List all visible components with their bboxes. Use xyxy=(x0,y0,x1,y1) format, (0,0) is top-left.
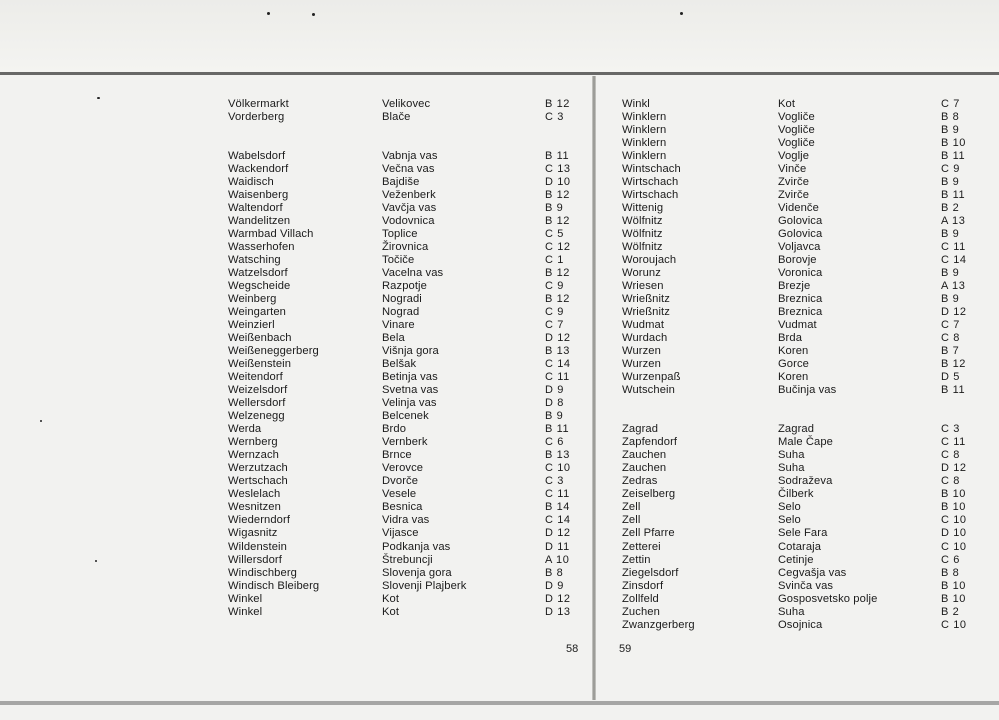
index-entry: Wurdach xyxy=(622,332,668,345)
index-entry: C 10 xyxy=(941,618,967,631)
index-entry: Vijasce xyxy=(382,527,419,540)
index-entry: Winklern xyxy=(622,111,667,124)
grid-codes-column xyxy=(545,98,571,619)
index-entry: D 12 xyxy=(545,527,571,540)
index-entry: Warmbad Villach xyxy=(228,228,314,241)
index-entry: Voljavca xyxy=(778,241,821,254)
section-gap xyxy=(382,124,466,150)
index-entry: B 11 xyxy=(941,384,966,397)
index-entry: Vavčja vas xyxy=(382,202,437,215)
index-entry: B 11 xyxy=(545,150,570,163)
index-entry: C 9 xyxy=(545,306,564,319)
index-entry: C 10 xyxy=(941,514,967,527)
index-entry: C 13 xyxy=(545,163,571,176)
index-entry: Worunz xyxy=(622,267,661,280)
bottom-rule xyxy=(0,701,999,705)
scan-speck xyxy=(680,12,683,15)
index-entry: D 12 xyxy=(545,332,571,345)
index-entry: Brda xyxy=(778,332,803,345)
index-entry: Slovenji Plajberk xyxy=(382,579,467,592)
index-entry: Wölfnitz xyxy=(622,241,663,254)
top-rule xyxy=(0,72,999,75)
scan-speck xyxy=(97,97,100,99)
index-entry: B 9 xyxy=(545,410,564,423)
index-entry: Nogradi xyxy=(382,293,422,306)
index-entry: Winkel xyxy=(228,605,263,618)
index-entry: C 7 xyxy=(545,319,564,332)
index-entry: Zuchen xyxy=(622,605,660,618)
page-number: 58 xyxy=(566,643,579,655)
index-entry: B 9 xyxy=(941,176,960,189)
index-entry: Wiederndorf xyxy=(228,514,291,527)
index-entry: Wabelsdorf xyxy=(228,150,286,163)
index-entry: Videnče xyxy=(778,202,819,215)
index-entry: D 10 xyxy=(941,527,967,540)
index-entry: B 14 xyxy=(545,501,571,514)
index-entry: C 11 xyxy=(545,371,570,384)
index-entry: B 13 xyxy=(545,345,571,358)
index-entry: Točiče xyxy=(382,254,415,267)
section-gap xyxy=(778,397,877,423)
index-entry: Koren xyxy=(778,371,809,384)
right-page xyxy=(596,76,999,696)
index-entry: A 13 xyxy=(941,280,966,293)
index-entry: Zvirče xyxy=(778,176,810,189)
index-entry: Weinzierl xyxy=(228,319,275,332)
index-entry: Wintschach xyxy=(622,163,681,176)
index-entry: Bela xyxy=(382,332,405,345)
index-entry: B 10 xyxy=(941,579,967,592)
index-entry: Cegvašja vas xyxy=(778,566,847,579)
index-entry: C 7 xyxy=(941,98,960,110)
index-entry: Zell xyxy=(622,514,641,527)
index-entry: Weingarten xyxy=(228,306,287,319)
index-entry: Wasserhofen xyxy=(228,241,295,254)
index-entry: Večna vas xyxy=(382,163,435,176)
index-entry: Wurzen xyxy=(622,358,661,371)
index-entry: Verovce xyxy=(382,462,424,475)
index-entry: Windischberg xyxy=(228,566,297,579)
index-entry: Zvirče xyxy=(778,189,810,202)
index-entry: B 10 xyxy=(941,501,967,514)
index-entry: Waidisch xyxy=(228,176,274,189)
index-entry: C 9 xyxy=(941,163,960,176)
index-entry: Vogliče xyxy=(778,111,815,124)
index-entry: Zauchen xyxy=(622,462,667,475)
german-names-column xyxy=(228,98,319,619)
index-entry: Ziegelsdorf xyxy=(622,566,679,579)
index-entry: Selo xyxy=(778,514,801,527)
index-entry: Wigasnitz xyxy=(228,527,278,540)
index-entry: Koren xyxy=(778,345,809,358)
index-entry: Zedras xyxy=(622,475,658,488)
index-entry: Wertschach xyxy=(228,475,288,488)
index-entry: B 10 xyxy=(941,488,967,501)
index-entry: Vogliče xyxy=(778,124,815,137)
index-entry: Dvorče xyxy=(382,475,419,488)
scan-speck xyxy=(40,420,42,422)
index-entry: D 12 xyxy=(941,306,967,319)
index-entry: Winklern xyxy=(622,124,667,137)
index-entry: Vudmat xyxy=(778,319,817,332)
index-entry: B 9 xyxy=(941,293,960,306)
index-entry: Völkermarkt xyxy=(228,98,289,110)
index-entry: C 6 xyxy=(545,436,564,449)
index-entry: Voglje xyxy=(778,150,810,163)
index-entry: C 11 xyxy=(545,488,570,501)
index-entry: C 7 xyxy=(941,319,960,332)
index-entry: C 6 xyxy=(941,553,960,566)
index-entry: Willersdorf xyxy=(228,553,282,566)
index-entry: B 9 xyxy=(941,267,960,280)
index-entry: Vogliče xyxy=(778,137,815,150)
index-entry: Brdo xyxy=(382,423,407,436)
index-entry: Štrebuncji xyxy=(382,553,433,566)
index-entry: Golovica xyxy=(778,215,823,228)
index-entry: B 10 xyxy=(941,137,967,150)
index-entry: Vorderberg xyxy=(228,111,285,124)
index-entry: C 14 xyxy=(545,358,571,371)
index-entry: Wernzach xyxy=(228,449,279,462)
index-entry: Borovje xyxy=(778,254,817,267)
index-entry: Zagrad xyxy=(622,423,659,436)
index-entry: Zell Pfarre xyxy=(622,527,675,540)
index-entry: B 13 xyxy=(545,449,571,462)
index-entry: C 14 xyxy=(941,254,967,267)
index-entry: B 10 xyxy=(941,592,967,605)
index-entry: B 12 xyxy=(941,358,967,371)
index-entry: Weslelach xyxy=(228,488,281,501)
index-entry: Nograd xyxy=(382,306,420,319)
index-entry: Podkanja vas xyxy=(382,540,451,553)
index-entry: Kot xyxy=(382,605,400,618)
index-entry: Blače xyxy=(382,111,411,124)
index-entry: Cotaraja xyxy=(778,540,822,553)
index-entry: Bajdiše xyxy=(382,176,420,189)
index-entry: Voronica xyxy=(778,267,823,280)
index-entry: Brnce xyxy=(382,449,412,462)
left-page xyxy=(0,76,592,696)
index-entry: B 12 xyxy=(545,293,571,306)
index-entry: D 8 xyxy=(545,397,564,410)
section-gap xyxy=(941,397,967,423)
scan-top-margin xyxy=(0,0,999,72)
index-entry: Betinja vas xyxy=(382,371,438,384)
index-entry: Vodovnica xyxy=(382,215,435,228)
index-entry: B 11 xyxy=(941,189,966,202)
index-entry: B 9 xyxy=(941,228,960,241)
index-entry: Wesnitzen xyxy=(228,501,281,514)
index-entry: Wackendorf xyxy=(228,163,289,176)
index-entry: C 10 xyxy=(941,540,967,553)
index-entry: Wölfnitz xyxy=(622,228,663,241)
index-entry: Belcenek xyxy=(382,410,429,423)
index-entry: Sodraževa xyxy=(778,475,833,488)
index-entry: Vidra vas xyxy=(382,514,430,527)
index-entry: Windisch Bleiberg xyxy=(228,579,320,592)
index-entry: Vinče xyxy=(778,163,807,176)
index-entry: C 3 xyxy=(545,111,564,124)
index-entry: Wrießnitz xyxy=(622,293,670,306)
index-entry: Zettin xyxy=(622,553,651,566)
index-entry: Werda xyxy=(228,423,262,436)
index-entry: C 12 xyxy=(545,241,571,254)
index-entry: B 7 xyxy=(941,345,960,358)
index-entry: D 5 xyxy=(941,371,960,384)
index-entry: Werzutzach xyxy=(228,462,288,475)
index-entry: Kot xyxy=(778,98,796,110)
index-entry: B 12 xyxy=(545,98,571,110)
index-entry: Zapfendorf xyxy=(622,436,678,449)
index-entry: D 13 xyxy=(545,605,571,618)
index-entry: Wellersdorf xyxy=(228,397,286,410)
index-entry: Winklern xyxy=(622,150,667,163)
index-entry: B 9 xyxy=(545,202,564,215)
index-entry: Weißenbach xyxy=(228,332,292,345)
index-entry: Wölfnitz xyxy=(622,215,663,228)
index-entry: B 12 xyxy=(545,189,571,202)
index-entry: Gorce xyxy=(778,358,809,371)
section-gap xyxy=(545,124,571,150)
index-entry: Zwanzgerberg xyxy=(622,618,695,631)
index-entry: Wandelitzen xyxy=(228,215,291,228)
index-entry: Watsching xyxy=(228,254,281,267)
index-entry: Zell xyxy=(622,501,641,514)
index-entry: Selo xyxy=(778,501,801,514)
index-entry: A 13 xyxy=(941,215,966,228)
index-entry: D 10 xyxy=(545,176,571,189)
index-entry: B 8 xyxy=(941,111,960,124)
index-entry: Wirtschach xyxy=(622,176,679,189)
scan-speck xyxy=(95,560,97,562)
index-entry: Kot xyxy=(382,592,400,605)
index-entry: Weinberg xyxy=(228,293,277,306)
index-entry: Čilberk xyxy=(778,488,814,501)
index-entry: C 14 xyxy=(545,514,571,527)
index-entry: Zagrad xyxy=(778,423,815,436)
index-entry: C 8 xyxy=(941,449,960,462)
index-entry: Weißenstein xyxy=(228,358,292,371)
index-entry: Slovenja gora xyxy=(382,566,452,579)
index-entry: Svinča vas xyxy=(778,579,834,592)
index-entry: B 11 xyxy=(941,150,966,163)
index-entry: Suha xyxy=(778,605,805,618)
index-entry: Male Čape xyxy=(778,436,834,449)
index-entry: Vesele xyxy=(382,488,417,501)
index-entry: Zeiselberg xyxy=(622,488,676,501)
page-number: 59 xyxy=(619,643,632,655)
grid-codes-column xyxy=(941,98,967,632)
slovene-names-column xyxy=(778,98,877,632)
index-entry: Wrießnitz xyxy=(622,306,670,319)
index-entry: Velikovec xyxy=(382,98,431,110)
index-entry: Svetna vas xyxy=(382,384,439,397)
index-entry: Sele Fara xyxy=(778,527,828,540)
index-entry: Belšak xyxy=(382,358,417,371)
index-entry: Wirtschach xyxy=(622,189,679,202)
index-entry: Žirovnica xyxy=(382,241,429,254)
index-entry: B 9 xyxy=(941,124,960,137)
index-entry: C 1 xyxy=(545,254,564,267)
index-entry: Wutschein xyxy=(622,384,675,397)
index-entry: Višnja gora xyxy=(382,345,439,358)
index-entry: C 8 xyxy=(941,475,960,488)
index-entry: Welzenegg xyxy=(228,410,285,423)
index-entry: Toplice xyxy=(382,228,418,241)
index-entry: Zauchen xyxy=(622,449,667,462)
index-entry: Wernberg xyxy=(228,436,278,449)
index-entry: Waisenberg xyxy=(228,189,289,202)
index-entry: C 8 xyxy=(941,332,960,345)
index-entry: C 3 xyxy=(941,423,960,436)
index-entry: Wudmat xyxy=(622,319,665,332)
index-entry: C 5 xyxy=(545,228,564,241)
index-entry: B 11 xyxy=(545,423,570,436)
section-gap xyxy=(228,124,319,150)
index-entry: C 11 xyxy=(941,241,966,254)
index-entry: Brezje xyxy=(778,280,811,293)
scan-speck xyxy=(267,12,270,15)
index-entry: Vacelna vas xyxy=(382,267,444,280)
index-entry: Wegscheide xyxy=(228,280,291,293)
index-entry: Weitendorf xyxy=(228,371,283,384)
index-entry: Zinsdorf xyxy=(622,579,664,592)
index-entry: Winklern xyxy=(622,137,667,150)
index-entry: B 12 xyxy=(545,267,571,280)
index-entry: C 9 xyxy=(545,280,564,293)
index-entry: Vernberk xyxy=(382,436,428,449)
index-entry: Watzelsdorf xyxy=(228,267,288,280)
index-entry: B 2 xyxy=(941,605,960,618)
index-entry: Zetterei xyxy=(622,540,661,553)
index-entry: B 2 xyxy=(941,202,960,215)
index-entry: Cetinje xyxy=(778,553,814,566)
index-entry: Wittenig xyxy=(622,202,664,215)
index-entry: Golovica xyxy=(778,228,823,241)
index-entry: B 12 xyxy=(545,215,571,228)
index-entry: D 11 xyxy=(545,540,570,553)
index-entry: Besnica xyxy=(382,501,423,514)
index-entry: Wurzen xyxy=(622,345,661,358)
index-entry: B 8 xyxy=(545,566,564,579)
index-entry: Suha xyxy=(778,462,805,475)
index-entry: Wildenstein xyxy=(228,540,287,553)
index-entry: C 10 xyxy=(545,462,571,475)
index-entry: Velinja vas xyxy=(382,397,437,410)
index-entry: Winkl xyxy=(622,98,650,110)
index-entry: Razpotje xyxy=(382,280,427,293)
index-entry: Bučinja vas xyxy=(778,384,837,397)
index-entry: Waltendorf xyxy=(228,202,283,215)
slovene-names-column xyxy=(382,98,466,619)
index-entry: C 3 xyxy=(545,475,564,488)
section-gap xyxy=(622,397,695,423)
index-entry: Vinare xyxy=(382,319,415,332)
index-entry: Wriesen xyxy=(622,280,664,293)
index-entry: Weizelsdorf xyxy=(228,384,288,397)
index-entry: Suha xyxy=(778,449,805,462)
index-entry: B 8 xyxy=(941,566,960,579)
scan-speck xyxy=(312,13,315,16)
index-entry: Weißeneggerberg xyxy=(228,345,319,358)
index-entry: D 12 xyxy=(545,592,571,605)
index-entry: D 12 xyxy=(941,462,967,475)
index-entry: A 10 xyxy=(545,553,570,566)
index-entry: Breznica xyxy=(778,293,823,306)
index-entry: Vabnja vas xyxy=(382,150,438,163)
index-entry: D 9 xyxy=(545,579,564,592)
german-names-column xyxy=(622,98,695,632)
index-entry: Breznica xyxy=(778,306,823,319)
index-entry: Woroujach xyxy=(622,254,677,267)
index-entry: C 11 xyxy=(941,436,966,449)
index-entry: Wurzenpaß xyxy=(622,371,681,384)
index-entry: D 9 xyxy=(545,384,564,397)
index-entry: Veženberk xyxy=(382,189,436,202)
index-entry: Osojnica xyxy=(778,618,823,631)
index-entry: Winkel xyxy=(228,592,263,605)
index-entry: Gosposvetsko polje xyxy=(778,592,878,605)
index-entry: Zollfeld xyxy=(622,592,659,605)
